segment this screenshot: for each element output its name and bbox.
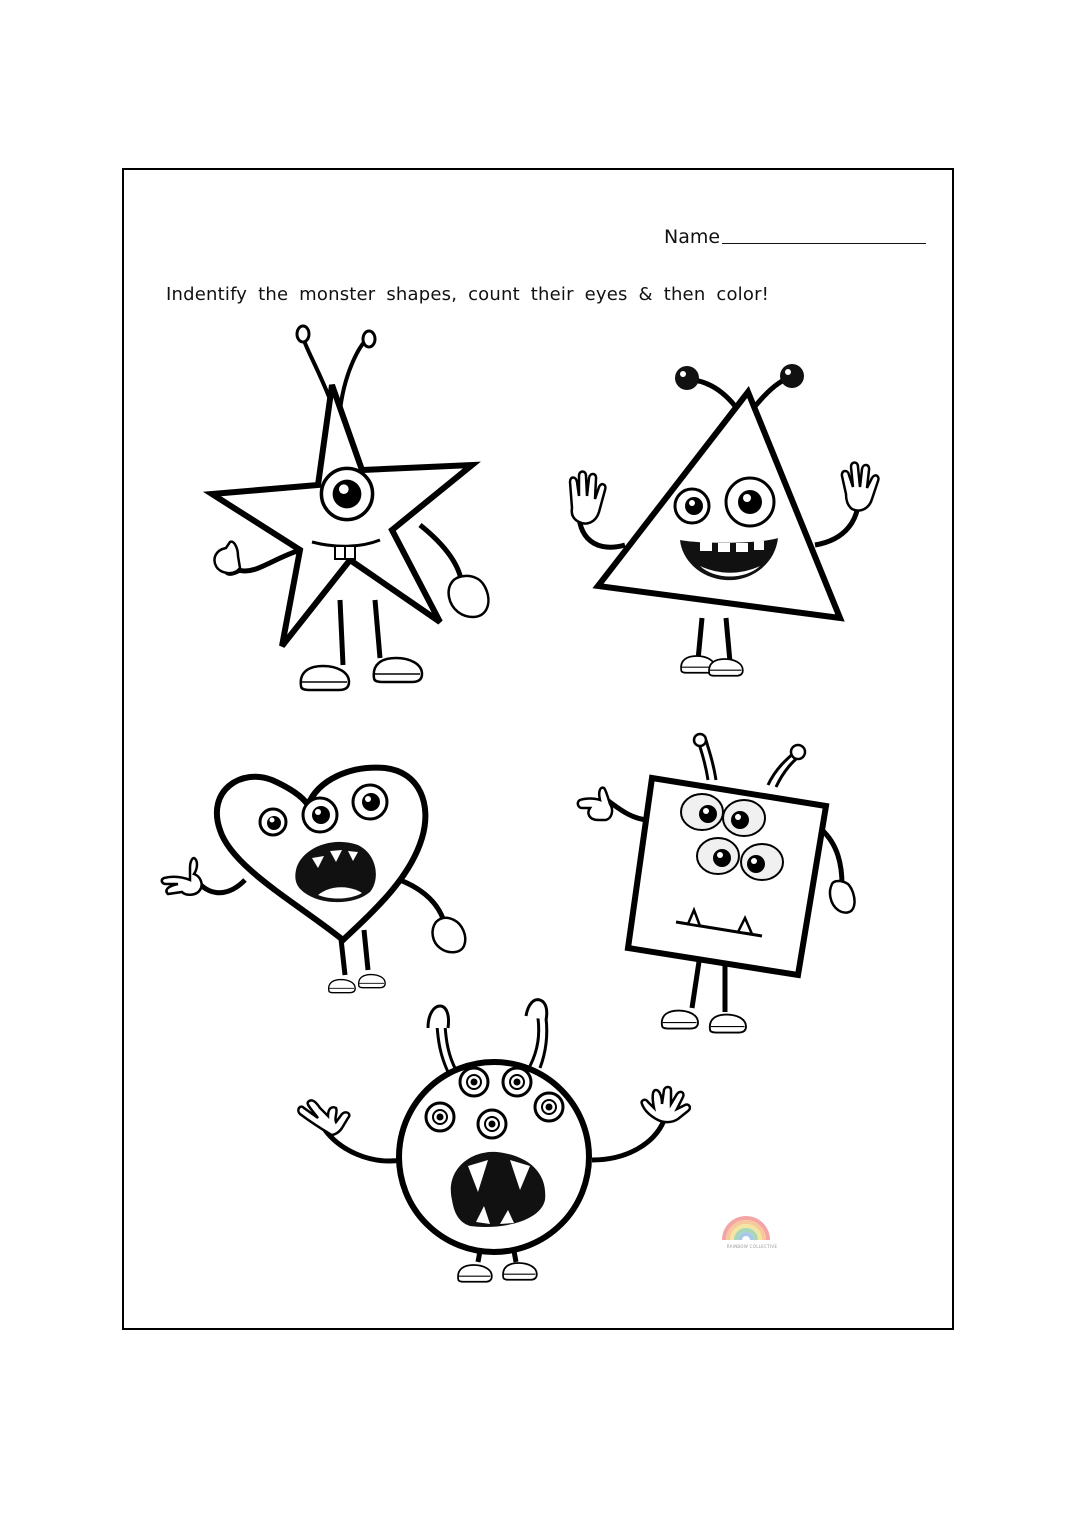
star-shoe-right-icon — [374, 658, 422, 682]
circle-eye-4-icon — [535, 1093, 563, 1121]
triangle-hand-right-icon — [842, 463, 879, 511]
triangle-eye-right-icon — [726, 478, 774, 526]
circle-arm-right — [592, 1118, 665, 1160]
square-arm-right — [822, 830, 842, 885]
square-eye-2-icon — [723, 800, 765, 836]
star-arm-right — [420, 525, 462, 585]
triangle-hand-left-icon — [570, 472, 605, 524]
circle-eye-3-icon — [426, 1103, 454, 1131]
heart-eye-right-icon — [353, 785, 387, 819]
circle-eye-1-icon — [460, 1068, 488, 1096]
triangle-eye-left-icon — [675, 489, 709, 523]
heart-eye-middle-icon — [303, 798, 337, 832]
triangle-antenna-ball-left-icon — [675, 366, 699, 390]
heart-shoe-right-icon — [359, 975, 386, 988]
star-monster — [212, 326, 488, 690]
square-shoe-left-icon — [662, 1011, 698, 1029]
circle-eye-2-icon — [503, 1068, 531, 1096]
rainbow-icon — [724, 1218, 768, 1240]
triangle-antenna-ball-right-icon — [780, 364, 804, 388]
heart-shoe-left-icon — [329, 980, 356, 993]
heart-arm-right — [400, 880, 445, 925]
triangle-monster — [570, 364, 878, 676]
logo-text: RAINBOW COLLECTIVE — [726, 1244, 778, 1249]
heart-monster — [162, 768, 465, 993]
circle-hand-left-icon — [298, 1100, 349, 1134]
square-eye-4-icon — [741, 844, 783, 880]
square-shoe-right-icon — [710, 1015, 746, 1033]
heart-eye-left-icon — [260, 809, 286, 835]
circle-shoe-right-icon — [503, 1263, 537, 1280]
triangle-shoe-right-icon — [709, 659, 743, 676]
circle-monster — [298, 1000, 690, 1282]
square-eye-1-icon — [681, 794, 723, 830]
square-monster — [578, 734, 855, 1033]
heart-hand-right-icon — [433, 918, 466, 952]
star-antenna-right — [340, 338, 368, 410]
star-eye-icon — [321, 468, 372, 519]
square-hand-right-icon — [830, 881, 855, 913]
name-label: Name — [664, 226, 721, 248]
triangle-body — [598, 392, 840, 618]
circle-eye-5-icon — [478, 1110, 506, 1138]
star-arm-left — [238, 550, 300, 571]
square-eye-3-icon — [697, 838, 739, 874]
square-hand-left-icon — [578, 788, 612, 820]
star-hand-left-icon — [214, 542, 240, 573]
star-hand-right-icon — [449, 576, 489, 617]
star-shoe-left-icon — [301, 666, 349, 690]
instruction-text: Indentify the monster shapes, count their eyes & then color! — [166, 284, 770, 305]
circle-shoe-left-icon — [458, 1265, 492, 1282]
heart-hand-left-icon — [162, 858, 202, 895]
circle-hand-right-icon — [642, 1087, 690, 1122]
